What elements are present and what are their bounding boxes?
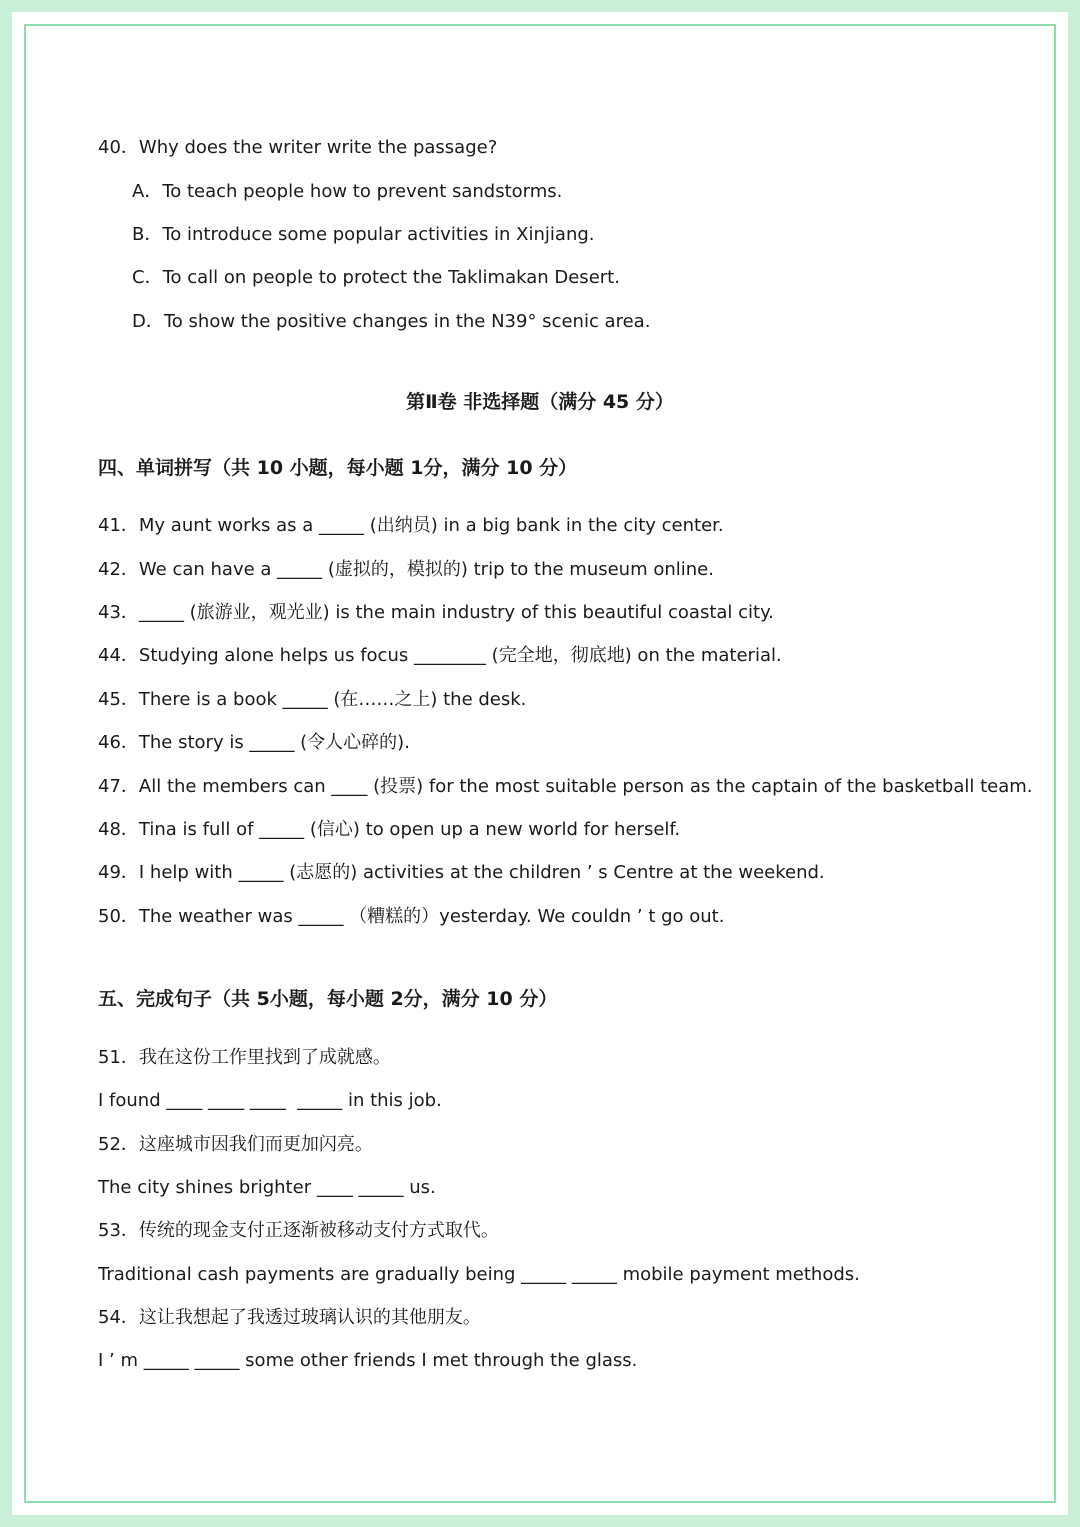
- item-43: 43．_____ (旅游业，观光业) is the main industry of this beautiful coastal city.: [98, 602, 774, 623]
- option-d: D．To show the positive changes in the N39° scenic area.: [132, 311, 651, 332]
- item-52-cn: 52．这座城市因我们而更加闪亮。: [98, 1134, 373, 1155]
- item-49: 49．I help with _____ (志愿的) activities at the children ’ s Centre at the weekend.: [98, 862, 825, 883]
- option-c: C．To call on people to protect the Taklimakan Desert.: [132, 267, 620, 288]
- item-50: 50．The weather was _____ （糟糕的）yesterday. We couldn ’ t go out.: [98, 906, 725, 927]
- item-48: 48．Tina is full of _____ (信心) to open up a new world for herself.: [98, 819, 681, 840]
- item-41: 41．My aunt works as a _____ (出纳员) in a big bank in the city center.: [98, 515, 724, 536]
- item-54-en: I ’ m _____ _____ some other friends I met through the glass.: [98, 1350, 638, 1371]
- part-2-title: 第Ⅱ卷 非选择题（满分 45 分）: [406, 391, 674, 413]
- option-a: A．To teach people how to prevent sandstorms.: [132, 181, 563, 202]
- item-42: 42．We can have a _____ (虚拟的，模拟的) trip to the museum online.: [98, 559, 714, 580]
- section-5-title: 五、完成句子（共 5小题，每小题 2分，满分 10 分）: [98, 988, 558, 1010]
- item-51-cn: 51．我在这份工作里找到了成就感。: [98, 1047, 391, 1068]
- item-45: 45．There is a book _____ (在……之上) the desk.: [98, 689, 527, 710]
- item-44: 44．Studying alone helps us focus ________ (完全地，彻底地) on the material.: [98, 645, 782, 666]
- item-46: 46．The story is _____ (令人心碎的).: [98, 732, 410, 753]
- item-53-cn: 53．传统的现金支付正逐渐被移动支付方式取代。: [98, 1220, 499, 1241]
- item-52-en: The city shines brighter ____ _____ us.: [98, 1177, 436, 1198]
- item-51-en: I found ____ ____ ____ _____ in this job.: [98, 1090, 442, 1111]
- section-4-title: 四、单词拼写（共 10 小题，每小题 1分，满分 10 分）: [98, 457, 578, 479]
- item-47: 47．All the members can ____ (投票) for the most suitable person as the captain of the basketball team.: [98, 776, 1033, 797]
- option-b: B．To introduce some popular activities in Xinjiang.: [132, 224, 595, 245]
- item-54-cn: 54．这让我想起了我透过玻璃认识的其他朋友。: [98, 1307, 481, 1328]
- item-53-en: Traditional cash payments are gradually being _____ _____ mobile payment methods.: [98, 1264, 860, 1285]
- question-40: 40．Why does the writer write the passage?: [98, 137, 498, 158]
